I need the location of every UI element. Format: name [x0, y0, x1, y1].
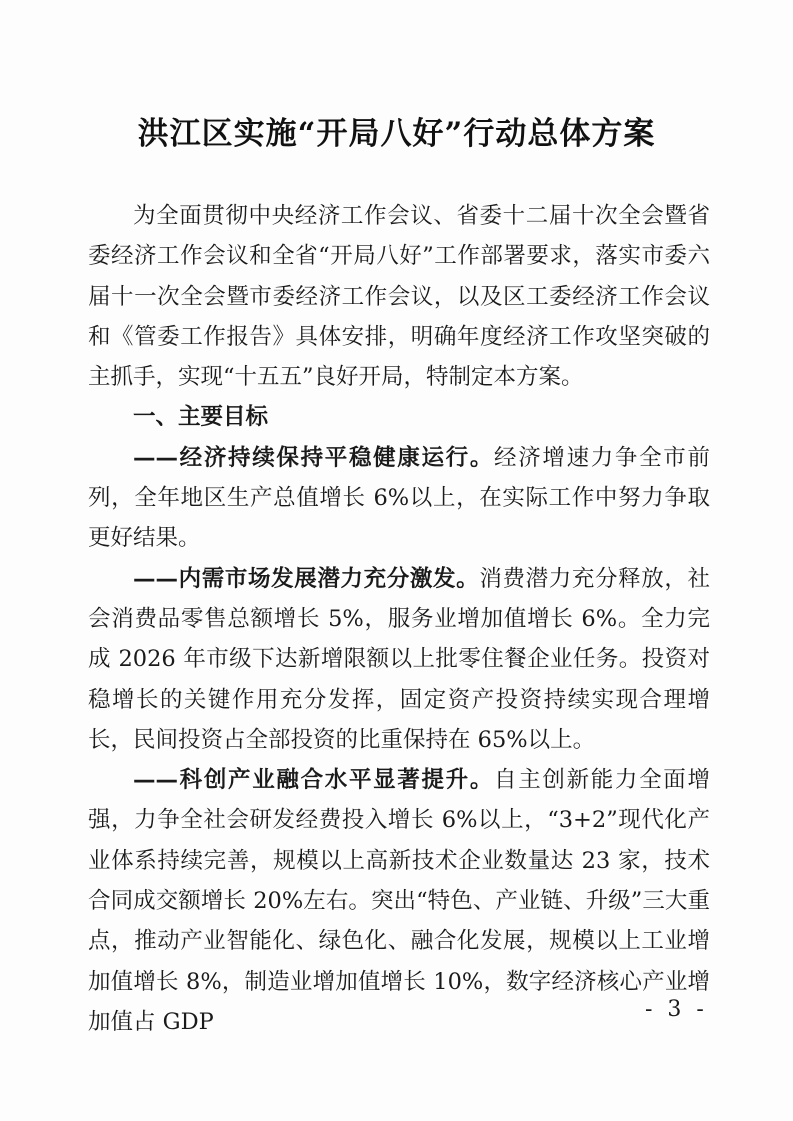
goal-text: 经济增速力争全市前列，全年地区生产总值增长 6%以上，在实际工作中努力争取更好结果。 — [88, 444, 710, 552]
goal-paragraph — [88, 438, 710, 559]
goal-paragraph — [88, 559, 710, 760]
intro-paragraph: 为全面贯彻中央经济工作会议、省委十二届十次全会暨省委经济工作会议和全省“开局八好”工作部署要求，落实市委六届十一次全会暨市委经济工作会议，以及区工委经济工作会议和《管委工作报告》具体安排，明确年度经济工作攻坚突破的主抓手，实现“十五五”良好开局，特制定本方案。 — [88, 203, 710, 391]
section-heading: 一、主要目标 — [133, 404, 269, 431]
page-number: - 3 - — [645, 997, 708, 1022]
document-body — [88, 196, 710, 1042]
goal-lead: ——内需市场发展潜力充分激发。 — [133, 565, 480, 592]
goal-lead: ——经济持续保持平稳健康运行。 — [133, 444, 495, 471]
goal-lead: ——科创产业融合水平显著提升。 — [133, 767, 495, 794]
goal-text: 消费潜力充分释放，社会消费品零售总额增长 5%，服务业增加值增长 6%。全力完成 2026 年市级下达新增限额以上批零住餐企业任务。投资对稳增长的关键作用充分发挥，固定资产投资持续实现合理增长，民间投资占全部投资的比重保持在 65%以上。 — [88, 565, 710, 753]
document-title: 洪江区实施“开局八好”行动总体方案 — [137, 116, 656, 152]
goal-paragraph — [88, 760, 710, 1042]
goal-text: 自主创新能力全面增强，力争全社会研发经费投入增长 6%以上，“3+2”现代化产业体系持续完善，规模以上高新技术企业数量达 23 家，技术合同成交额增长 20%左右。突出“特色、产业链、升级”三大重点，推动产业智能化、绿色化、融合化发展，规模以上工业增加值增长 8%，制造业增加值增长 10%，数字经济核心产业增加值占 GDP — [88, 767, 710, 1035]
